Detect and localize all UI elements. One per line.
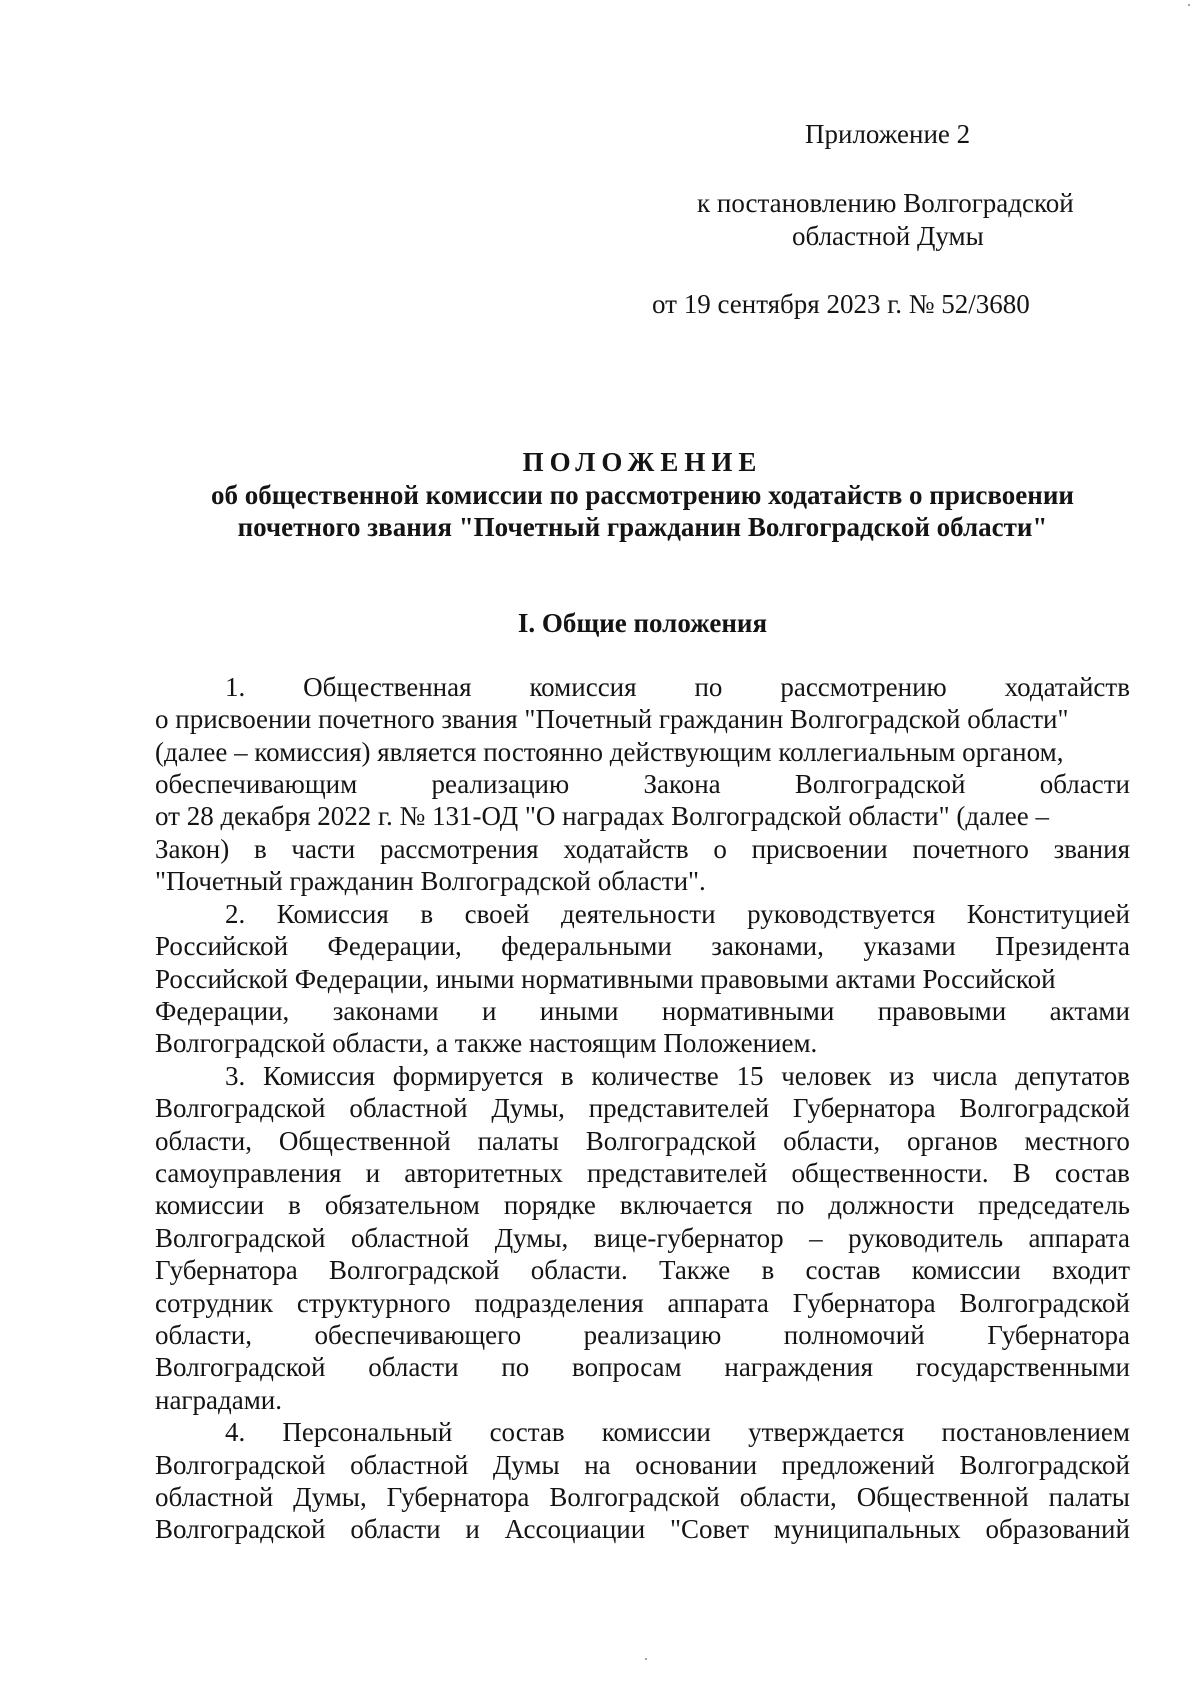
p2-line-3: Российской Федерации, иными нормативными правовыми актами Российской	[155, 964, 1056, 994]
scan-speck	[1188, 4, 1190, 6]
p3-line-11: наградами.	[155, 1385, 282, 1415]
p1-line-1: 1. Общественная комиссия по рассмотрению ходатайств	[225, 672, 1130, 702]
p2-line-1: 2. Комиссия в своей деятельности руководствуется Конституцией	[225, 899, 1130, 929]
p1-line-4: обеспечивающим реализацию Закона Волгоградской области	[155, 769, 1130, 799]
p2-line-5: Волгоградской области, а также настоящим Положением.	[155, 1028, 818, 1058]
section-heading: I. Общие положения	[517, 608, 768, 638]
document-title-line-1: об общественной комиссии по рассмотрению ходатайств о присвоении	[211, 480, 1074, 510]
resolution-date-number: от 19 сентября 2023 г. № 52/3680	[652, 289, 1030, 319]
p3-line-7: Губернатора Волгоградской области. Также в состав комиссии входит	[155, 1255, 1130, 1285]
p4-line-3: областной Думы, Губернатора Волгоградской области, Общественной палаты	[155, 1482, 1130, 1512]
p1-line-5: от 28 декабря 2022 г. № 131-ОД "О наградах Волгоградской области" (далее –	[155, 801, 1050, 831]
p4-line-1: 4. Персональный состав комиссии утверждается постановлением	[225, 1417, 1130, 1447]
resolution-reference-line-1: к постановлению Волгоградской	[697, 188, 1074, 218]
p3-line-1: 3. Комиссия формируется в количестве 15 человек из числа депутатов	[225, 1061, 1130, 1091]
p3-line-2: Волгоградской областной Думы, представителей Губернатора Волгоградской	[155, 1093, 1130, 1123]
p2-line-2: Российской Федерации, федеральными законами, указами Президента	[155, 931, 1130, 961]
p1-line-2: о присвоении почетного звания "Почетный гражданин Волгоградской области"	[155, 704, 1069, 734]
p1-line-3: (далее – комиссия) является постоянно действующим коллегиальным органом,	[155, 737, 1064, 767]
p3-line-3: области, Общественной палаты Волгоградской области, органов местного	[155, 1126, 1130, 1156]
p1-line-6: Закон) в части рассмотрения ходатайств о присвоении почетного звания	[155, 834, 1130, 864]
p3-line-5: комиссии в обязательном порядке включается по должности председатель	[155, 1190, 1130, 1220]
p4-line-2: Волгоградской областной Думы на основании предложений Волгоградской	[155, 1450, 1130, 1480]
appendix-label: Приложение 2	[805, 119, 971, 149]
p3-line-10: Волгоградской области по вопросам награждения государственными	[155, 1352, 1130, 1382]
p4-line-4: Волгоградской области и Ассоциации "Совет муниципальных образований	[155, 1514, 1130, 1544]
resolution-reference-line-2: областной Думы	[792, 221, 984, 251]
p3-line-8: сотрудник структурного подразделения аппарата Губернатора Волгоградской	[155, 1288, 1130, 1318]
p2-line-4: Федерации, законами и иными нормативными правовыми актами	[155, 996, 1130, 1026]
p3-line-6: Волгоградской областной Думы, вице-губернатор – руководитель аппарата	[155, 1223, 1130, 1253]
scan-speck	[645, 1658, 647, 1660]
document-title-line-2: почетного звания "Почетный гражданин Волгоградской области"	[237, 512, 1048, 542]
p1-line-7: "Почетный гражданин Волгоградской области".	[155, 866, 706, 896]
document-title-word: ПОЛОЖЕНИЕ	[522, 447, 763, 477]
p3-line-9: области, обеспечивающего реализацию полномочий Губернатора	[155, 1320, 1130, 1350]
p3-line-4: самоуправления и авторитетных представителей общественности. В состав	[155, 1158, 1130, 1188]
